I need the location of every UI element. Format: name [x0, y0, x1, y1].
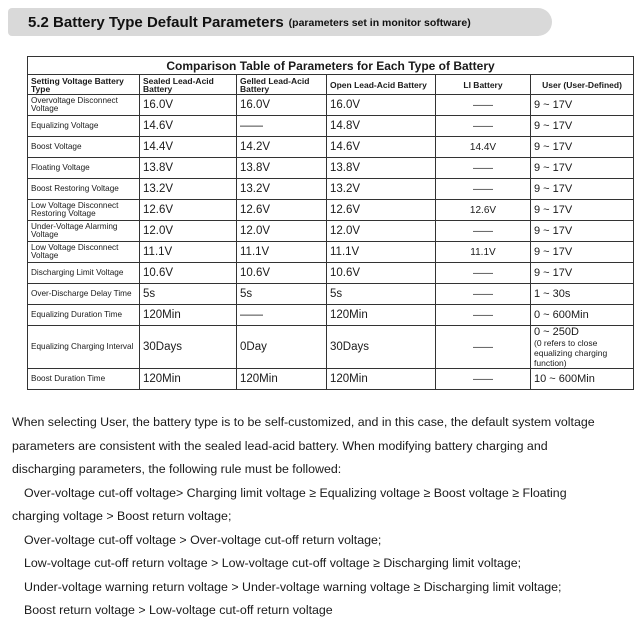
- gelled-value: 5s: [237, 284, 327, 305]
- table-row: [28, 263, 634, 284]
- gelled-value: ——: [237, 116, 327, 137]
- user-range: [531, 326, 634, 369]
- sealed-value: 14.4V: [140, 137, 237, 158]
- user-range-note: (0 refers to close equalizing charging function): [534, 338, 608, 368]
- table-row: [28, 284, 634, 305]
- column-header: Open Lead-Acid Battery: [327, 75, 436, 95]
- gelled-value: 0Day: [237, 326, 327, 369]
- gelled-value: 13.2V: [237, 179, 327, 200]
- li-value: ——: [436, 284, 531, 305]
- li-value: ——: [436, 263, 531, 284]
- parameter-label: Floating Voltage: [28, 158, 140, 179]
- gelled-value: ——: [237, 305, 327, 326]
- paragraph-line: discharging parameters, the following rule must be followed:: [12, 462, 342, 476]
- gelled-value: 12.6V: [237, 200, 327, 221]
- column-header: Gelled Lead-Acid Battery: [237, 75, 327, 95]
- parameter-label: Low Voltage Disconnect Voltage: [28, 242, 140, 263]
- li-value: 12.6V: [436, 200, 531, 221]
- sealed-value: 14.6V: [140, 116, 237, 137]
- li-value: ——: [436, 369, 531, 390]
- open-value: 12.0V: [327, 221, 436, 242]
- parameter-label: Under-Voltage Alarming Voltage: [28, 221, 140, 242]
- open-value: 10.6V: [327, 263, 436, 284]
- sealed-value: 12.6V: [140, 200, 237, 221]
- open-value: 5s: [327, 284, 436, 305]
- table-row: [28, 369, 634, 390]
- table-row: [28, 242, 634, 263]
- table-row: [28, 116, 634, 137]
- sealed-value: 13.2V: [140, 179, 237, 200]
- column-header: LI Battery: [436, 75, 531, 95]
- parameter-label: Over-Discharge Delay Time: [28, 284, 140, 305]
- rule-line: Low-voltage cut-off return voltage > Low-voltage cut-off voltage ≥ Discharging limit voltage;: [24, 556, 522, 570]
- column-header: Setting Voltage Battery Type: [28, 75, 140, 95]
- table-row: [28, 95, 634, 116]
- user-range: 9 ~ 17V: [531, 242, 634, 263]
- column-header: Sealed Lead-Acid Battery: [140, 75, 237, 95]
- gelled-value: 11.1V: [237, 242, 327, 263]
- sealed-value: 5s: [140, 284, 237, 305]
- user-range: 10 ~ 600Min: [531, 369, 634, 390]
- parameter-label: Overvoltage Disconnect Voltage: [28, 95, 140, 116]
- sealed-value: 120Min: [140, 369, 237, 390]
- parameter-label: Equalizing Charging Interval: [28, 326, 140, 369]
- user-mode-explanation: [12, 411, 627, 623]
- open-value: 14.6V: [327, 137, 436, 158]
- open-value: 30Days: [327, 326, 436, 369]
- user-range: 9 ~ 17V: [531, 221, 634, 242]
- user-range: 9 ~ 17V: [531, 263, 634, 284]
- user-range: 1 ~ 30s: [531, 284, 634, 305]
- open-value: 11.1V: [327, 242, 436, 263]
- sealed-value: 10.6V: [140, 263, 237, 284]
- parameter-label: Equalizing Voltage: [28, 116, 140, 137]
- parameter-label: Boost Voltage: [28, 137, 140, 158]
- rule-line: Over-voltage cut-off voltage > Over-voltage cut-off return voltage;: [24, 532, 382, 547]
- parameter-label: Discharging Limit Voltage: [28, 263, 140, 284]
- gelled-value: 16.0V: [237, 95, 327, 116]
- user-range: 9 ~ 17V: [531, 179, 634, 200]
- rule-line: Under-voltage warning return voltage > Under-voltage warning voltage ≥ Discharging limit voltage;: [24, 579, 562, 594]
- section-header: [8, 8, 552, 36]
- sealed-value: 16.0V: [140, 95, 237, 116]
- open-value: 120Min: [327, 369, 436, 390]
- open-value: 13.2V: [327, 179, 436, 200]
- li-value: 14.4V: [436, 137, 531, 158]
- open-value: 12.6V: [327, 200, 436, 221]
- rule-line: charging voltage > Boost return voltage;: [12, 509, 232, 523]
- table-row: [28, 326, 634, 369]
- open-value: 13.8V: [327, 158, 436, 179]
- li-value: ——: [436, 179, 531, 200]
- gelled-value: 10.6V: [237, 263, 327, 284]
- user-range: 9 ~ 17V: [531, 158, 634, 179]
- table-row: [28, 200, 634, 221]
- paragraph-line: When selecting User, the battery type is to be self-customized, and in this case, the default system voltage: [12, 415, 595, 429]
- section-subtitle: (parameters set in monitor software): [288, 17, 471, 29]
- section-title: 5.2 Battery Type Default Parameters: [28, 13, 284, 31]
- li-value: 11.1V: [436, 242, 531, 263]
- sealed-value: 30Days: [140, 326, 237, 369]
- table-caption: Comparison Table of Parameters for Each Type of Battery: [28, 57, 634, 75]
- table-row: [28, 179, 634, 200]
- table-header-row: [28, 75, 634, 95]
- table-row: [28, 158, 634, 179]
- gelled-value: 120Min: [237, 369, 327, 390]
- user-range: 9 ~ 17V: [531, 200, 634, 221]
- parameters-table: [27, 56, 634, 390]
- parameter-label: Low Voltage Disconnect Restoring Voltage: [28, 200, 140, 221]
- open-value: 120Min: [327, 305, 436, 326]
- li-value: ——: [436, 221, 531, 242]
- li-value: ——: [436, 95, 531, 116]
- li-value: ——: [436, 305, 531, 326]
- open-value: 16.0V: [327, 95, 436, 116]
- li-value: ——: [436, 326, 531, 369]
- gelled-value: 13.8V: [237, 158, 327, 179]
- table-row: [28, 305, 634, 326]
- user-range: 9 ~ 17V: [531, 137, 634, 158]
- sealed-value: 11.1V: [140, 242, 237, 263]
- li-value: ——: [436, 116, 531, 137]
- rule-line: Boost return voltage > Low-voltage cut-off return voltage: [24, 603, 333, 617]
- rule-line: Over-voltage cut-off voltage> Charging limit voltage ≥ Equalizing voltage ≥ Boost voltage ≥ Floating: [24, 485, 567, 500]
- table-row: [28, 137, 634, 158]
- parameter-label: Boost Restoring Voltage: [28, 179, 140, 200]
- user-range: 9 ~ 17V: [531, 95, 634, 116]
- gelled-value: 12.0V: [237, 221, 327, 242]
- user-range-value: 0 ~ 250D: [534, 326, 579, 338]
- li-value: ——: [436, 158, 531, 179]
- gelled-value: 14.2V: [237, 137, 327, 158]
- column-header: User (User-Defined): [531, 75, 634, 95]
- sealed-value: 120Min: [140, 305, 237, 326]
- paragraph-line: parameters are consistent with the sealed lead-acid battery. When modifying battery charging and: [12, 438, 548, 453]
- parameter-label: Boost Duration Time: [28, 369, 140, 390]
- open-value: 14.8V: [327, 116, 436, 137]
- parameter-label: Equalizing Duration Time: [28, 305, 140, 326]
- sealed-value: 13.8V: [140, 158, 237, 179]
- user-range: 9 ~ 17V: [531, 116, 634, 137]
- sealed-value: 12.0V: [140, 221, 237, 242]
- table-row: [28, 221, 634, 242]
- user-range: 0 ~ 600Min: [531, 305, 634, 326]
